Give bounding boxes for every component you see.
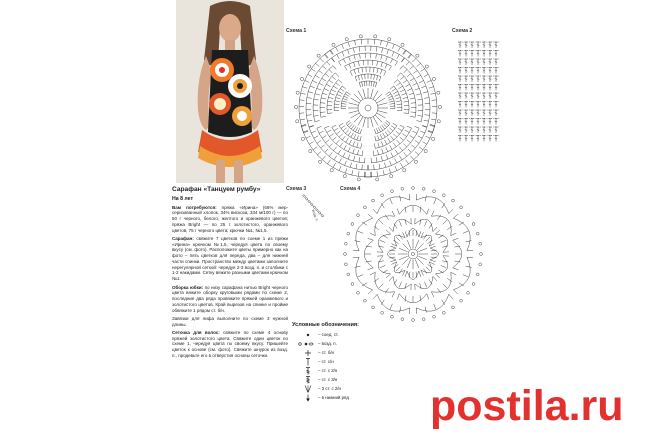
scheme2-label: Схема 2 (452, 28, 473, 34)
single-crochet-symbol (292, 349, 314, 357)
paragraph-hairnet: Сеточка для волос: свяжите по схеме 4 основу пряжей золотистого цвета. Свяжите один цветок по схеме 1, чередуя цвета по своему вкусу. Пришейте цветок к основе (см. фото). Свяжите шнурок из возд. п., продевьте его в отверстия основы сеточки. (172, 329, 288, 358)
article-subtitle: На 8 лет (172, 195, 193, 202)
legend-item: – ст. б/н (292, 348, 402, 357)
legend-item: – соед. ст. (292, 330, 402, 339)
half-double-crochet-symbol (292, 358, 314, 366)
slip-stitch-symbol (292, 331, 314, 339)
scheme1-diagram (288, 30, 448, 182)
legend-item: – ст. с 3/н (292, 375, 402, 384)
triple-crochet-symbol (292, 376, 314, 384)
legend-item: – ст. с/н (292, 357, 402, 366)
into-lower-row-symbol (292, 394, 314, 402)
scheme3-diagram (300, 192, 330, 242)
scheme2-diagram (456, 36, 502, 146)
paragraph-materials: Вам потребуются: пряжа «Ирина» (66% мер-серизованный хлопок, 34% вискоза, 334 м/100 г) — по 50 г черного, белого, желтого и оранжевого цветов; пряжа Bright — по 25 г золотистого, оранжевого цветов, 75 г черного цвета; крючки №1, №1,5. (172, 204, 288, 233)
chain-stitch-symbol (292, 340, 314, 348)
legend-item: – возд. п. (292, 339, 402, 348)
legend (292, 322, 402, 400)
scheme3-note: возд. п. (311, 208, 320, 223)
watermark-text: postila.ru (430, 382, 624, 430)
scheme4-label: Схема 4 (340, 186, 361, 192)
scheme3-label: Схема 3 (286, 186, 307, 192)
legend-item: – ст. с 2/н (292, 366, 402, 375)
double-crochet-symbol (292, 367, 314, 375)
legend-title: Условные обозначения: (292, 322, 360, 328)
model-photo (176, 0, 284, 183)
legend-item: – в нижний ряд (292, 393, 402, 402)
paragraph-ties: Завязки для лифа выполните по схеме 3 нужной длины. (172, 315, 288, 327)
postila-watermark (414, 360, 660, 440)
cluster-symbol (292, 385, 314, 393)
article-title: Сарафан «Танцуем румбу» (172, 186, 261, 193)
article (172, 186, 288, 436)
legend-item: – 3 ст. с 2/н (292, 384, 402, 393)
scheme1-label: Схема 1 (286, 28, 307, 34)
paragraph-skirt-ruffle: Оборка юбки: по низу сарафана нитью Bright черного цвета вяжите оборку круговыми рядами по схеме 2, последние два ряда провяжите пряжей оранжевого и золотистого цветов. Край вырезов на спинке и пройме обвяжите 1 рядом ст. б/н. (172, 284, 288, 313)
scheme4-diagram (338, 182, 488, 324)
paragraph-dress: Сарафан: свяжите 7 цветков по схеме 1 из пряжи «Ирина» крючком №1,5, чередуя цвета по своему вкусу (см. фото). Расположите цветы примерно как на фото – пять цветков для переда, два – для нижней части спинки. Пространство между цветами заполните нерегулярной сеткой: чередуя 2-3 возд. п. и столбики с 1-2 накидами. Сетку вяжите разными цветами крючком №1. (172, 235, 288, 282)
